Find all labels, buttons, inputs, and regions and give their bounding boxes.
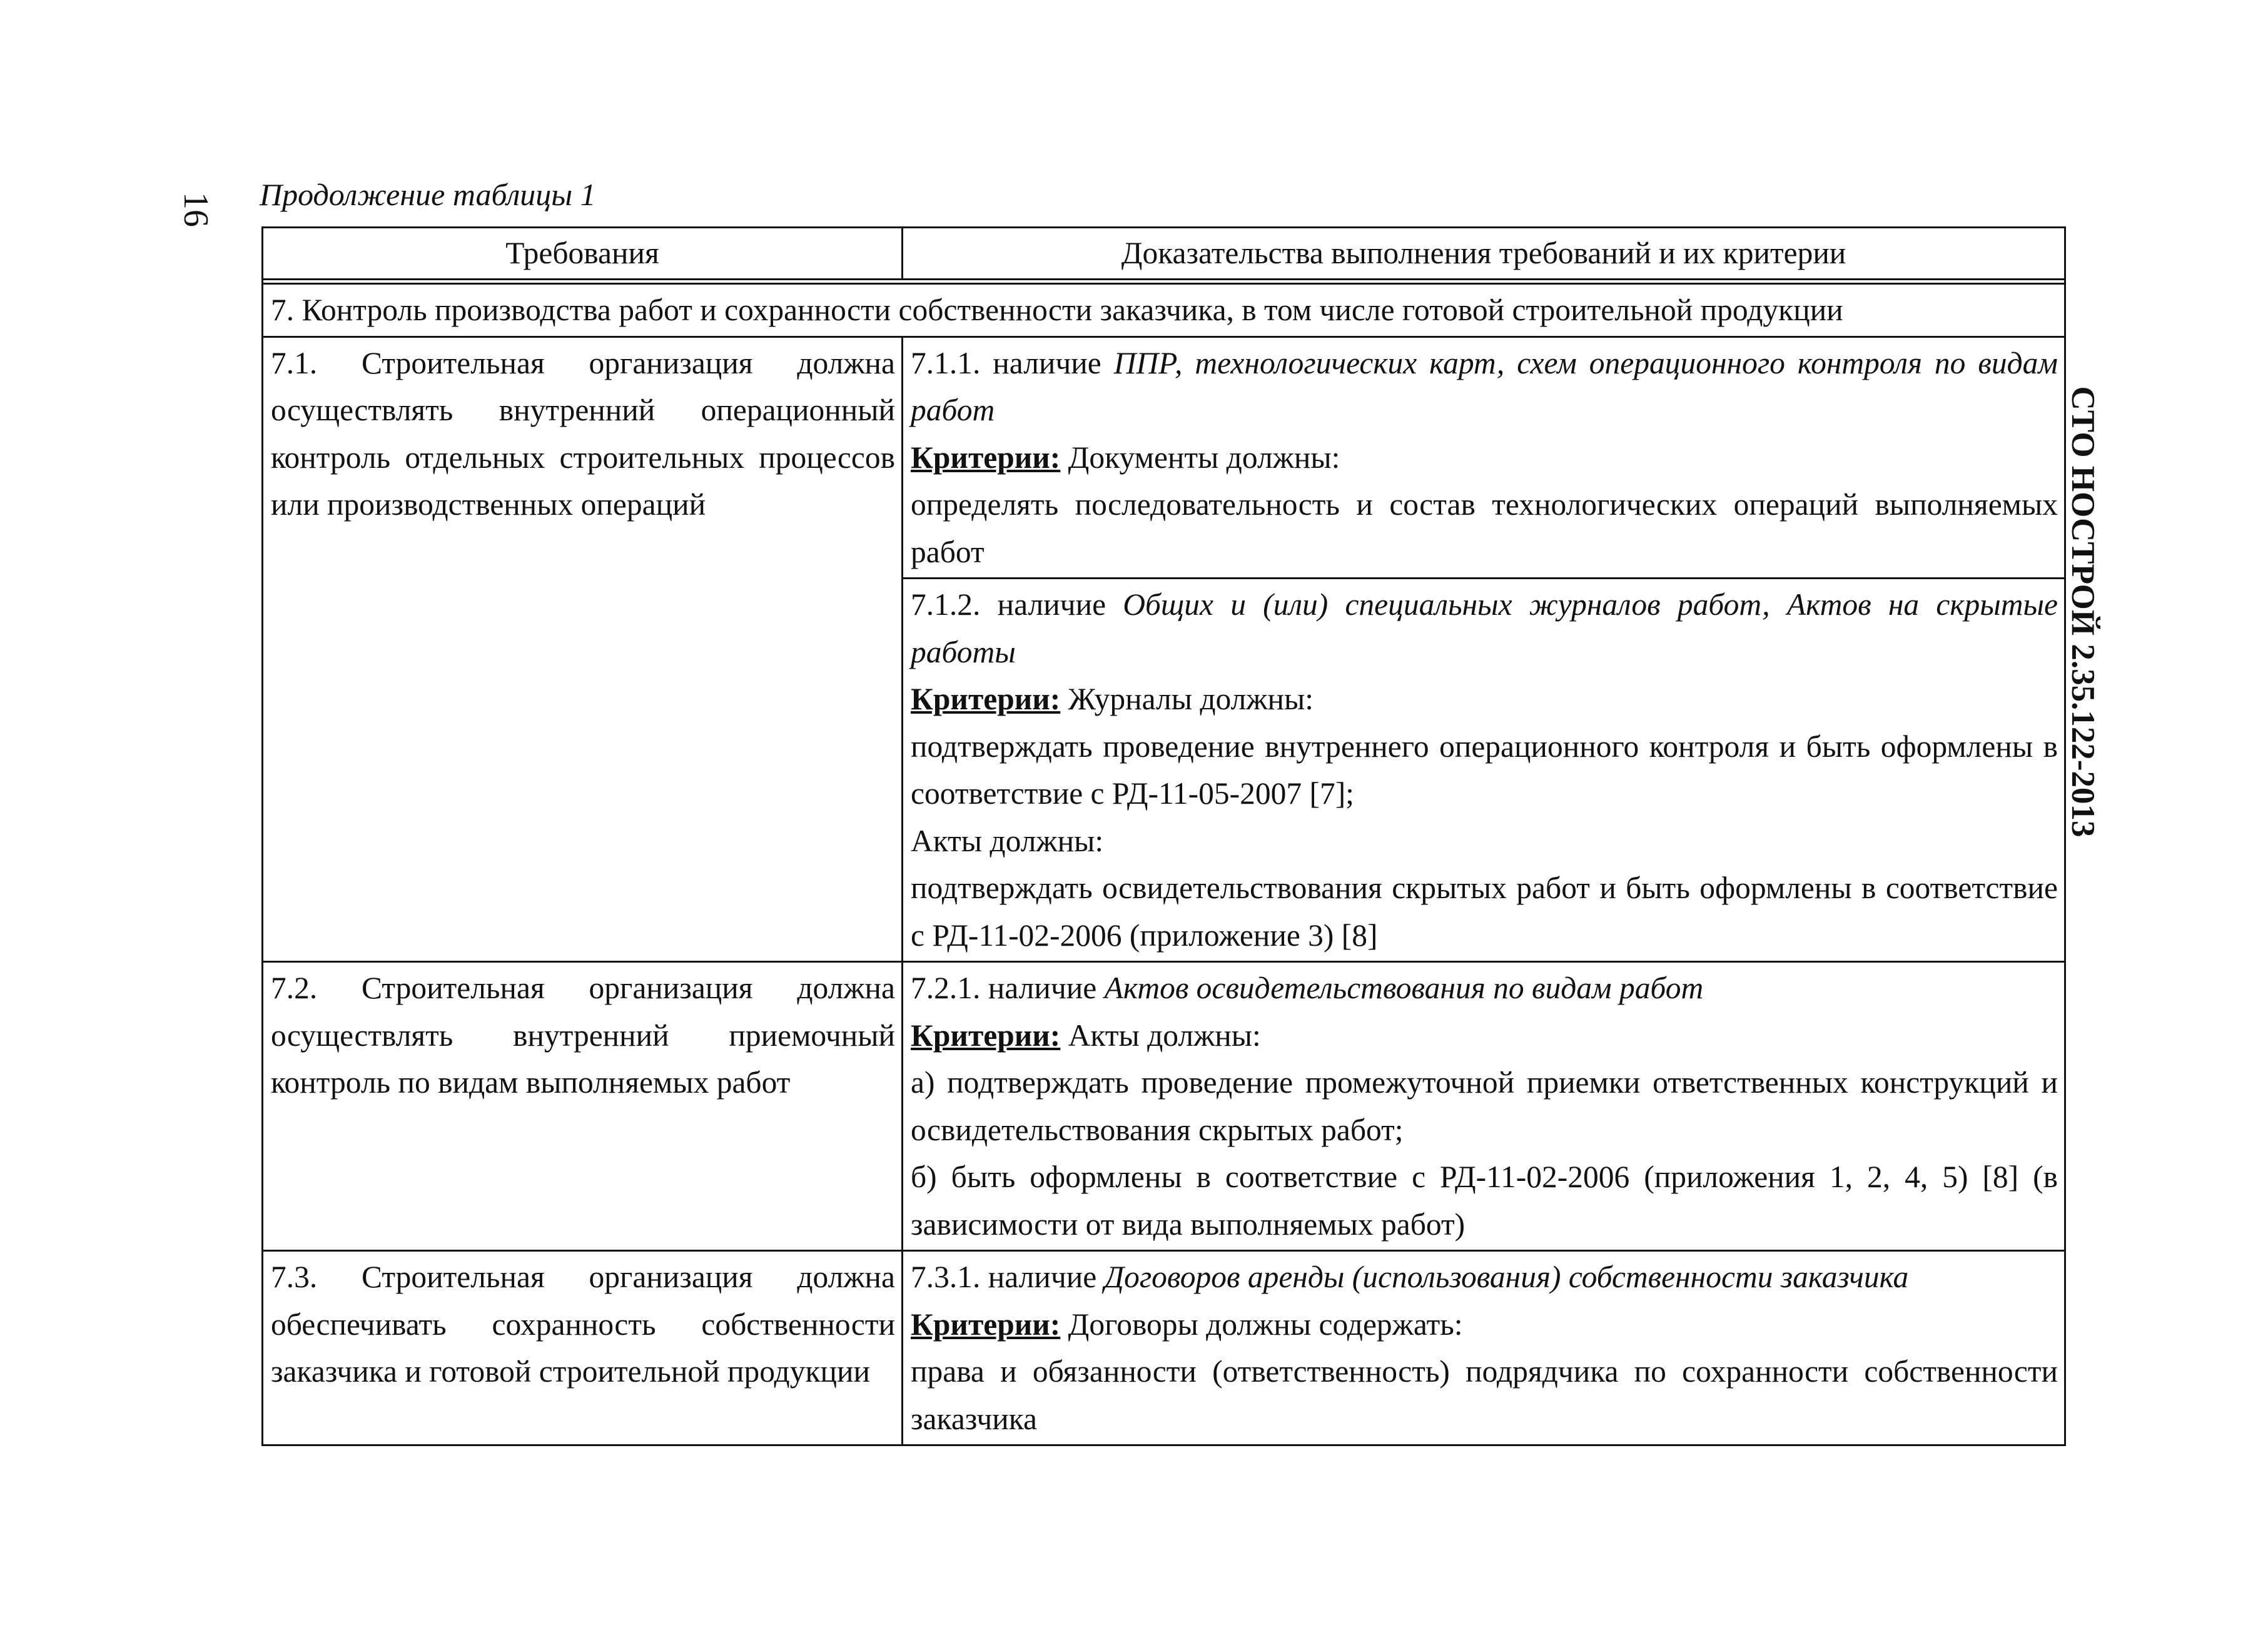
- requirement-cell-7-3: 7.3. Строительная организация должна обеспечивать сохранность собственности заказчика и готовой строительной продукции: [263, 1251, 903, 1445]
- criteria-line: Критерии: Документы должны:: [911, 440, 1340, 475]
- table-row: [263, 337, 2065, 579]
- document-name: Договоров аренды (использования) собственности заказчика: [1104, 1260, 1909, 1294]
- evidence-item: 7.3.1. наличие Договоров аренды (использования) собственности заказчика: [911, 1260, 1909, 1294]
- criteria-label: Критерии:: [911, 1018, 1061, 1053]
- criteria-label: Критерии:: [911, 682, 1061, 716]
- header-evidence: Доказательства выполнения требований и их критерии: [903, 228, 2065, 280]
- table-caption: Продолжение таблицы 1: [260, 177, 596, 212]
- document-name: Актов освидетельствования по видам работ: [1104, 971, 1704, 1005]
- section-row: [263, 284, 2065, 337]
- section-title: 7. Контроль производства работ и сохранности собственности заказчика, в том числе готовой строительной продукции: [263, 284, 2065, 337]
- page-number: 16: [176, 192, 215, 227]
- criteria-line: Критерии: Договоры должны содержать:: [911, 1307, 1463, 1342]
- document-code: СТО НОСТРОЙ 2.35.122-2013: [2065, 386, 2101, 838]
- criteria-text: права и обязанности (ответственность) подрядчика по сохранности собственности заказчика: [911, 1354, 2058, 1436]
- requirement-cell-7-1: 7.1. Строительная организация должна осуществлять внутренний операционный контроль отдельных строительных процессов или производственных операций: [263, 337, 903, 962]
- criteria-line: Критерии: Журналы должны:: [911, 682, 1314, 716]
- evidence-cell-7-2-1: [903, 962, 2065, 1251]
- table-row: [263, 962, 2065, 1251]
- evidence-item: 7.1.1. наличие ППР, технологических карт, схем операционного контроля по видам работ: [911, 345, 2058, 427]
- criteria-text: подтверждать проведение внутреннего операционного контроля и быть оформлены в соответствие с РД-11-05-2007 [7];: [911, 729, 2058, 811]
- criteria-text: б) быть оформлены в соответствие с РД-11-02-2006 (приложения 1, 2, 4, 5) [8] (в зависимости от вида выполняемых работ): [911, 1160, 2058, 1242]
- criteria-text: подтверждать освидетельствования скрытых работ и быть оформлены в соответствие с РД-11-02-2006 (приложение 3) [8]: [911, 871, 2058, 953]
- header-rule-cell: [263, 280, 2065, 284]
- evidence-cell-7-1-2: [903, 579, 2065, 962]
- requirements-table: [261, 226, 2066, 1446]
- table-header-row: [263, 228, 2065, 280]
- criteria-text: определять последовательность и состав технологических операций выполняемых работ: [911, 487, 2058, 569]
- criteria-text: а) подтверждать проведение промежуточной приемки ответственных конструкций и освидетельствования скрытых работ;: [911, 1065, 2058, 1147]
- criteria-label: Критерии:: [911, 440, 1061, 475]
- evidence-cell-7-1-1: [903, 337, 2065, 579]
- evidence-item: 7.1.2. наличие Общих и (или) специальных журналов работ, Актов на скрытые работы: [911, 587, 2058, 669]
- table-row: [263, 1251, 2065, 1445]
- document-name: Общих и (или) специальных журналов работ, Актов на скрытые работы: [911, 587, 2058, 669]
- criteria-label: Критерии:: [911, 1307, 1061, 1342]
- evidence-cell-7-3-1: [903, 1251, 2065, 1445]
- requirement-cell-7-2: 7.2. Строительная организация должна осуществлять внутренний приемочный контроль по видам выполняемых работ: [263, 962, 903, 1251]
- header-double-rule: [263, 280, 2065, 284]
- criteria-line: Критерии: Акты должны:: [911, 1018, 1261, 1053]
- criteria-text: Акты должны:: [911, 823, 1104, 858]
- header-requirements: Требования: [263, 228, 903, 280]
- evidence-item: 7.2.1. наличие Актов освидетельствования по видам работ: [911, 971, 1704, 1005]
- document-name: ППР, технологических карт, схем операционного контроля по видам работ: [911, 345, 2058, 427]
